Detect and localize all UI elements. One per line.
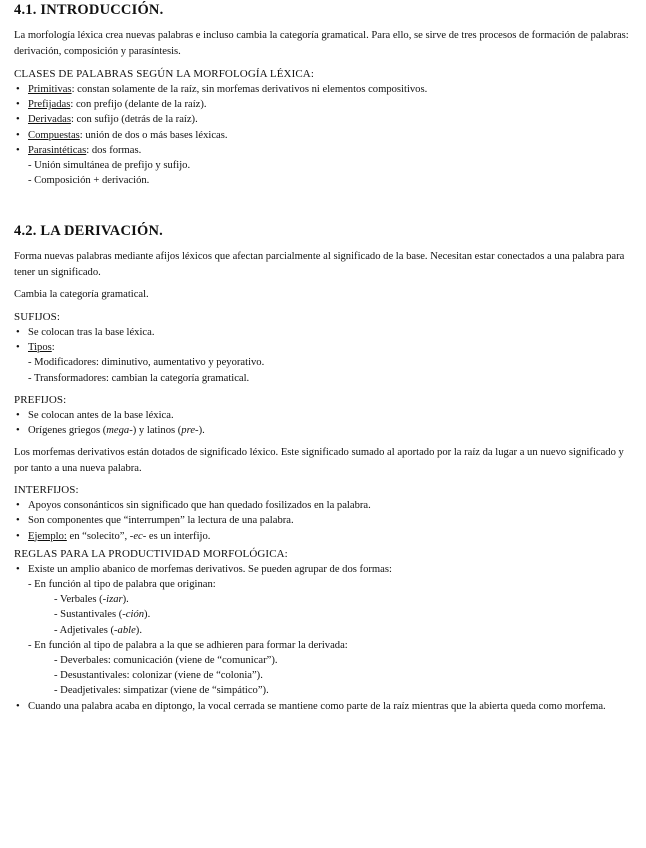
- morfemas-paragraph: Los morfemas derivativos están dotados de significado léxico. Este significado sumado al aportado por la raíz da lugar a un nuevo significado y por tanto a una nueva palabra.: [14, 447, 624, 474]
- sub-item: - En función al tipo de palabra que originan:: [28, 578, 216, 590]
- section-4-2-title: 4.2. LA DERIVACIÓN.: [14, 223, 163, 240]
- text-run: - Adjetivales (: [54, 624, 115, 636]
- sub-item: - Modificadores: diminutivo, aumentativo y peyorativo.: [28, 357, 265, 369]
- greek-example: mega-: [106, 424, 133, 436]
- class-term: Primitivas: [28, 84, 72, 95]
- sub-sub-item: [14, 592, 632, 607]
- text-run: Orígenes griegos (: [28, 424, 107, 436]
- class-desc: : dos formas.: [86, 144, 142, 156]
- class-desc: : unión de dos o más bases léxicas.: [79, 129, 228, 141]
- text-run: ).: [135, 624, 142, 636]
- sub-sub-item: - Deverbales: comunicación (viene de “comunicar”).: [54, 654, 278, 666]
- class-desc: : constan solamente de la raíz, sin morfemas derivativos ni elementos compositivos.: [71, 84, 428, 95]
- list-item: • Cuando una palabra acaba en diptongo, la vocal cerrada se mantiene como parte de la raíz mientras que la abierta queda como morfema.: [14, 699, 632, 714]
- tipos-label: Tipos: [28, 342, 52, 354]
- intro-paragraph: La morfología léxica crea nuevas palabras e incluso cambia la categoría gramatical. Para ello, se sirve de tres procesos de formación de palabras: derivación, composición y parasíntesis.: [14, 30, 629, 57]
- interfijo-example: -ec-: [129, 530, 147, 542]
- list-item: [14, 423, 632, 438]
- sub-item: - Composición + derivación.: [28, 175, 150, 187]
- interfijos-heading: INTERFIJOS:: [14, 484, 79, 497]
- list-item: [14, 529, 632, 544]
- text-run: ).: [122, 594, 129, 606]
- sub-sub-item: [14, 623, 632, 638]
- sub-item: - Unión simultánea de prefijo y sufijo.: [28, 160, 191, 172]
- list-item: [14, 82, 632, 97]
- class-desc: : con prefijo (delante de la raíz).: [70, 99, 207, 111]
- sub-sub-item: [14, 607, 632, 622]
- sub-sub-item: - Deadjetivales: simpatizar (viene de “simpático”).: [54, 685, 269, 697]
- text-run: en “solecito”,: [66, 530, 130, 542]
- list-item: [14, 112, 632, 127]
- list-item: [14, 143, 632, 158]
- sufijos-heading: SUFIJOS:: [14, 310, 61, 323]
- reglas-list: [14, 562, 632, 714]
- text-run: ).: [144, 609, 151, 621]
- text-run: ).: [198, 424, 205, 436]
- section-4-1-title: 4.1. INTRODUCCIÓN.: [14, 2, 164, 18]
- class-desc: : con sufijo (detrás de la raíz).: [70, 114, 198, 126]
- suffix-example: -able: [114, 624, 136, 636]
- sub-item: - Transformadores: cambian la categoría gramatical.: [28, 372, 250, 384]
- classes-list: [14, 82, 632, 188]
- list-item: • Existe un amplio abanico de morfemas derivativos. Se pueden agrupar de dos formas:: [14, 562, 632, 577]
- class-term: Derivadas: [28, 114, 71, 126]
- class-term: Compuestas: [28, 129, 80, 141]
- interfijos-list: [14, 498, 632, 544]
- ejemplo-label: Ejemplo:: [28, 530, 67, 542]
- suffix-example: -ción: [122, 609, 145, 621]
- latin-example: pre-: [181, 424, 199, 436]
- class-term: Parasintéticas: [28, 144, 87, 156]
- list-item: • Se colocan tras la base léxica.: [14, 325, 632, 340]
- list-item: [14, 97, 632, 112]
- sub-item: - En función al tipo de palabra a la que se adhieren para formar la derivada:: [28, 639, 348, 651]
- reglas-heading: REGLAS PARA LA PRODUCTIVIDAD MORFOLÓGICA:: [14, 547, 288, 560]
- list-item: • Son componentes que “interrumpen” la lectura de una palabra.: [14, 513, 632, 528]
- list-item: [14, 128, 632, 143]
- list-item: • Se colocan antes de la base léxica.: [14, 408, 632, 423]
- sub-sub-item: - Desustantivales: colonizar (viene de “colonia”).: [54, 670, 263, 682]
- class-term: Prefijadas: [28, 99, 71, 111]
- text-run: ) y latinos (: [132, 424, 182, 436]
- prefijos-heading: PREFIJOS:: [14, 393, 67, 406]
- sufijos-list: [14, 325, 632, 386]
- text-run: - Verbales (: [54, 594, 103, 606]
- cambia-categoria: Cambia la categoría gramatical.: [14, 289, 149, 301]
- list-item: • Apoyos consonánticos sin significado que han quedado fosilizados en la palabra.: [14, 498, 632, 513]
- list-item: • Tipos:: [14, 340, 632, 355]
- text-run: es un interfijo.: [146, 530, 211, 542]
- suffix-example: -izar: [102, 594, 123, 606]
- classes-heading: CLASES DE PALABRAS SEGÚN LA MORFOLOGÍA LÉXICA:: [14, 68, 315, 80]
- derivacion-intro: Forma nuevas palabras mediante afijos léxicos que afectan parcialmente al significado de la base. Necesitan estar conectados a una palabra para tener un significado.: [14, 251, 625, 278]
- document-page: [14, 0, 632, 714]
- prefijos-list: [14, 408, 632, 438]
- text-run: - Sustantivales (: [54, 609, 123, 621]
